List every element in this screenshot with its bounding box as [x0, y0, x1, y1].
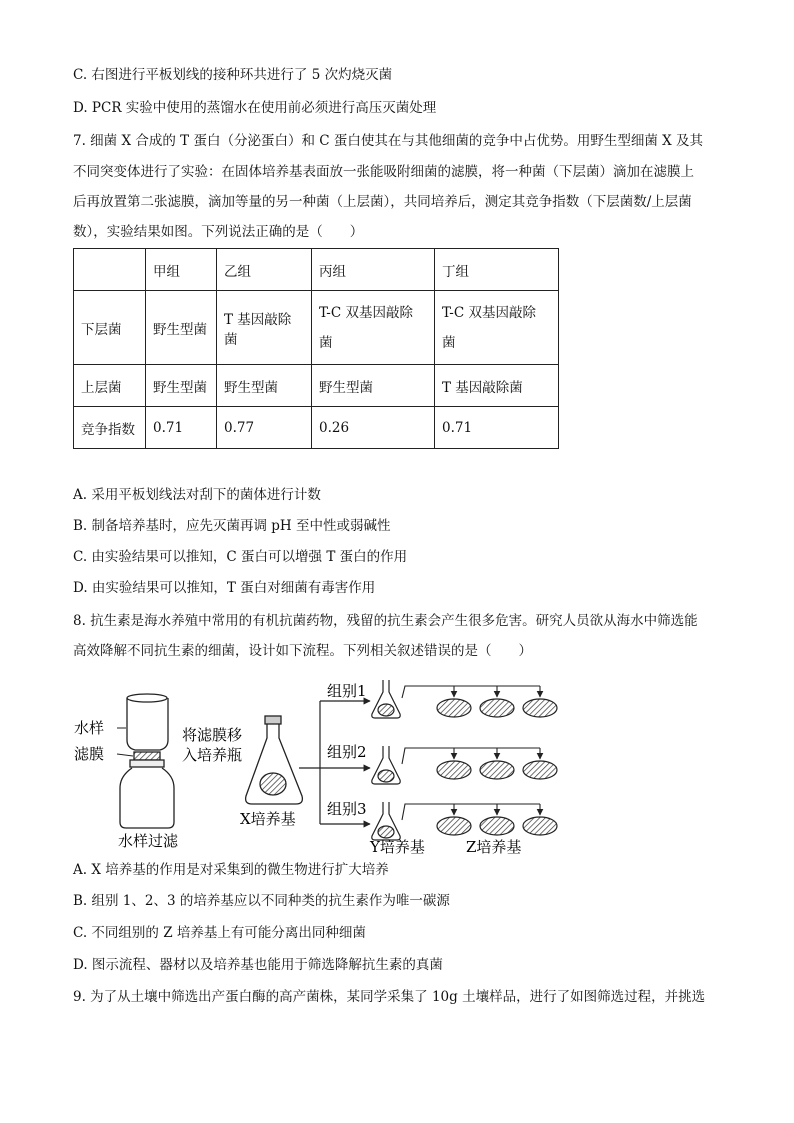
petri-dish-icon	[523, 817, 557, 835]
table-cell: 0.26	[312, 407, 435, 449]
table-cell	[312, 291, 435, 365]
q9-stem-line-1: 9. 为了从土壤中筛选出产蛋白酶的高产菌株，某同学采集了 10g 土壤样品，进行了如图筛选过程，并挑选	[73, 989, 706, 1005]
label-water-sample: 水样	[74, 719, 105, 737]
label-x-medium: X培养基	[240, 810, 296, 828]
q7-option-b: B. 制备培养基时，应先灭菌再调 pH 至中性或弱碱性	[73, 518, 391, 534]
row-label: 竞争指数	[74, 407, 146, 449]
y-flask-3-icon	[372, 802, 400, 840]
q7-stem-line-3: 后再放置第二张滤膜，滴加等量的另一种菌（上层菌），共同培养后，测定其竞争指数（下层菌数/上层菌	[73, 194, 692, 210]
distribution-line	[402, 686, 540, 698]
q7-stem-line-2: 不同突变体进行了实验：在固体培养基表面放一张能吸附细菌的滤膜，将一种菌（下层菌）滴加在滤膜上	[73, 164, 694, 180]
label-z-medium: Z培养基	[466, 838, 522, 856]
table-corner-cell	[74, 249, 146, 291]
petri-dish-icon	[523, 761, 557, 779]
filter-funnel-icon	[120, 694, 174, 828]
header-bing: 丙组	[312, 249, 435, 291]
x-flask-icon	[246, 716, 303, 804]
y-flask-1-icon	[372, 680, 400, 718]
q7-stem-line-4: 数），实验结果如图。下列说法正确的是（ ）	[73, 224, 364, 240]
table-cell: 野生型菌	[312, 365, 435, 407]
label-filtration: 水样过滤	[118, 832, 179, 850]
label-group-1: 组别1	[327, 682, 367, 700]
label-filter-membrane: 滤膜	[74, 745, 105, 763]
cell-text: T-C 双基因敲除	[319, 304, 413, 321]
petri-dish-icon	[480, 817, 514, 835]
table-cell	[435, 291, 559, 365]
table-cell: 0.71	[435, 407, 559, 449]
q8-stem-line-2: 高效降解不同抗生素的细菌，设计如下流程。下列相关叙述错误的是（ ）	[73, 643, 532, 659]
table-row	[74, 365, 559, 407]
petri-dish-icon	[480, 761, 514, 779]
q8-option-d: D. 图示流程、器材以及培养基也能用于筛选降解抗生素的真菌	[73, 957, 443, 973]
label-y-medium: Y培养基	[370, 838, 425, 856]
label-transfer-1: 将滤膜移	[182, 726, 243, 744]
row-label: 上层菌	[74, 365, 146, 407]
distribution-line	[402, 804, 540, 820]
table-cell: 野生型菌	[146, 365, 217, 407]
table-cell: 野生型菌	[217, 365, 312, 407]
table-cell: T 基因敲除菌	[435, 365, 559, 407]
table-cell: 0.77	[217, 407, 312, 449]
petri-dish-icon	[437, 699, 471, 717]
option-d-prev: D. PCR 实验中使用的蒸馏水在使用前必须进行高压灭菌处理	[73, 100, 437, 116]
label-group-3: 组别3	[327, 800, 367, 818]
petri-dish-icon	[480, 699, 514, 717]
q7-option-d: D. 由实验结果可以推知，T 蛋白对细菌有毒害作用	[73, 580, 376, 596]
q8-option-b: B. 组别 1、2、3 的培养基应以不同种类的抗生素作为唯一碳源	[73, 893, 450, 909]
table-cell: 0.71	[146, 407, 217, 449]
table-row	[74, 291, 559, 365]
petri-dish-icon	[437, 817, 471, 835]
pointer-line	[117, 754, 133, 756]
label-transfer-2: 入培养瓶	[182, 746, 243, 764]
option-c-prev: C. 右图进行平板划线的接种环共进行了 5 次灼烧灭菌	[73, 67, 393, 83]
cell-text-wrap: 菌	[319, 334, 333, 351]
distribution-line	[402, 748, 540, 764]
header-ding: 丁组	[435, 249, 559, 291]
petri-dish-icon	[523, 699, 557, 717]
table-cell: 野生型菌	[146, 291, 217, 365]
table-header-row	[74, 249, 559, 291]
q7-option-c: C. 由实验结果可以推知，C 蛋白可以增强 T 蛋白的作用	[73, 549, 408, 565]
table-cell: T 基因敲除菌	[217, 291, 312, 365]
q8-flow-diagram	[70, 676, 570, 856]
header-jia: 甲组	[146, 249, 217, 291]
label-group-2: 组别2	[327, 743, 367, 761]
q7-stem-line-1: 7. 细菌 X 合成的 T 蛋白（分泌蛋白）和 C 蛋白使其在与其他细菌的竞争中占优势。用野生型细菌 X 及其	[73, 133, 704, 149]
cell-text-wrap: 菌	[442, 334, 456, 351]
y-flask-2-icon	[372, 746, 400, 784]
q8-option-a: A. X 培养基的作用是对采集到的微生物进行扩大培养	[73, 862, 389, 878]
header-yi: 乙组	[217, 249, 312, 291]
q7-results-table	[73, 248, 559, 449]
row-label: 下层菌	[74, 291, 146, 365]
petri-dish-icon	[437, 761, 471, 779]
q8-stem-line-1: 8. 抗生素是海水养殖中常用的有机抗菌药物，残留的抗生素会产生很多危害。研究人员欲从海水中筛选能	[73, 613, 698, 629]
q8-option-c: C. 不同组别的 Z 培养基上有可能分离出同种细菌	[73, 925, 366, 941]
q7-option-a: A. 采用平板划线法对刮下的菌体进行计数	[73, 487, 321, 503]
cell-text: T-C 双基因敲除	[442, 304, 536, 321]
table-row	[74, 407, 559, 449]
